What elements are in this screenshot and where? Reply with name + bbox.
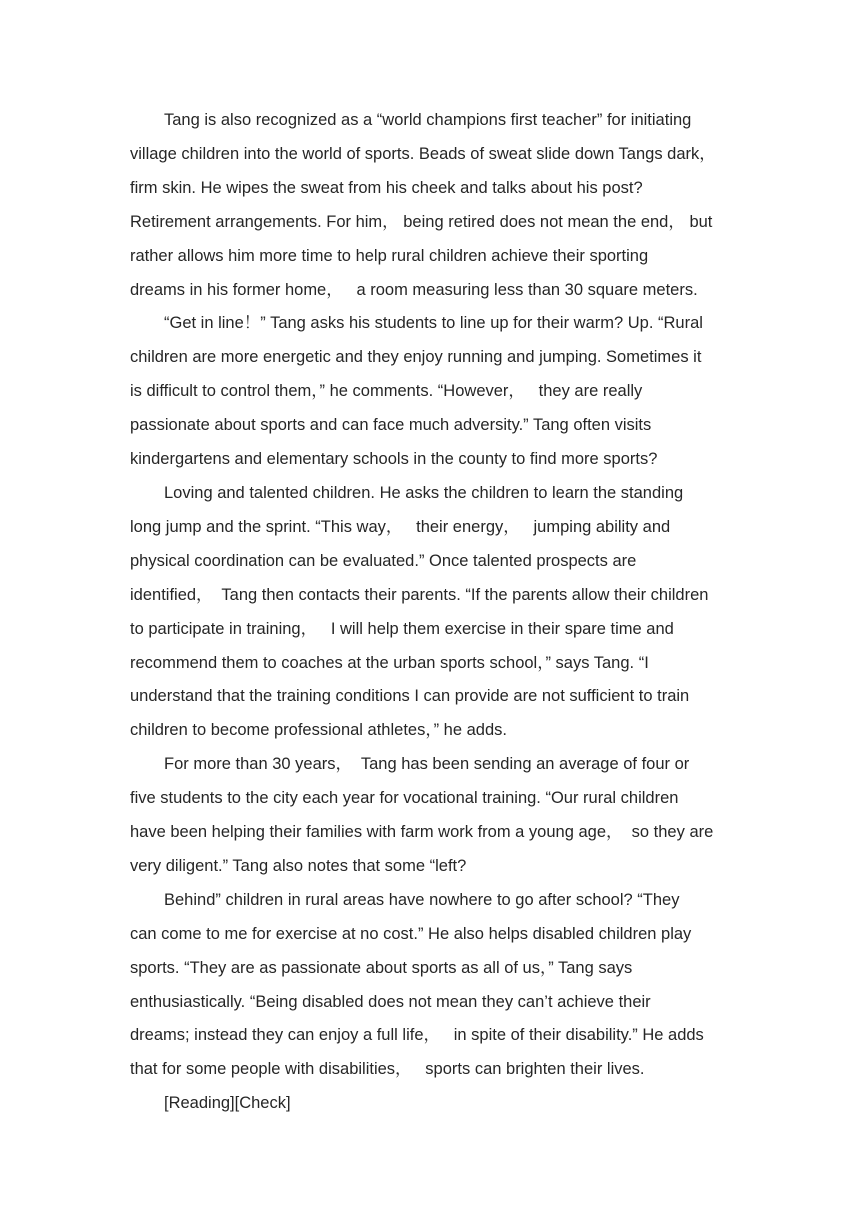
text-line: kindergartens and elementary schools in the county to find more sports?	[130, 450, 658, 469]
text-line: For more than 30 years， Tang has been sending an average of four or	[164, 755, 690, 774]
text-line: long jump and the sprint. “This way， their energy， jumping ability and	[130, 517, 671, 536]
text-line: understand that the training conditions I can provide are not sufficient to train	[130, 687, 690, 706]
text-line: rather allows him more time to help rural children achieve their sporting	[130, 246, 649, 265]
text-line: dreams; instead they can enjoy a full life， in spite of their disability.” He adds	[130, 1026, 704, 1045]
text-line: can come to me for exercise at no cost.” He also helps disabled children play	[130, 924, 692, 943]
paragraph-2	[130, 307, 742, 477]
paragraph-5	[130, 884, 742, 1087]
text-line: enthusiastically. “Being disabled does not mean they can’t achieve their	[130, 992, 651, 1011]
text-line: village children into the world of sports. Beads of sweat slide down Tangs dark，	[130, 144, 716, 163]
text-line: children to become professional athletes，” he adds.	[130, 721, 507, 740]
text-line: is difficult to control them，” he comments. “However， they are really	[130, 382, 643, 401]
text-line: children are more energetic and they enjoy running and jumping. Sometimes it	[130, 348, 702, 367]
text-line: dreams in his former home， a room measuring less than 30 square meters.	[130, 280, 698, 299]
text-line: have been helping their families with farm work from a young age， so they are	[130, 823, 714, 842]
text-line: firm skin. He wipes the sweat from his cheek and talks about his post?	[130, 178, 643, 197]
text-line: identified， Tang then contacts their parents. “If the parents allow their children	[130, 585, 709, 604]
section-heading-reading-check	[130, 1087, 742, 1121]
article-body	[130, 104, 742, 1121]
text-line: physical coordination can be evaluated.” Once talented prospects are	[130, 551, 637, 570]
text-line: five students to the city each year for vocational training. “Our rural children	[130, 789, 679, 808]
paragraph-3	[130, 477, 742, 748]
text-line: Retirement arrangements. For him， being retired does not mean the end， but	[130, 212, 713, 231]
text-line: sports. “They are as passionate about sports as all of us，” Tang says	[130, 958, 633, 977]
text-line: recommend them to coaches at the urban sports school，” says Tang. “I	[130, 653, 649, 672]
text-line: Tang is also recognized as a “world champions first teacher” for initiating	[164, 111, 692, 129]
text-line: that for some people with disabilities， sports can brighten their lives.	[130, 1060, 645, 1079]
text-line: Behind” children in rural areas have nowhere to go after school? “They	[164, 890, 680, 909]
text-line: to participate in training， I will help them exercise in their spare time and	[130, 619, 674, 638]
paragraph-1	[130, 104, 742, 307]
text-line: [Reading][Check]	[164, 1094, 291, 1113]
text-line: Loving and talented children. He asks the children to learn the standing	[164, 483, 684, 502]
text-line: passionate about sports and can face much adversity.” Tang often visits	[130, 416, 652, 435]
text-line: “Get in line！” Tang asks his students to line up for their warm? Up. “Rural	[164, 314, 703, 333]
text-line: very diligent.” Tang also notes that some “left?	[130, 856, 467, 875]
paragraph-4	[130, 748, 742, 884]
